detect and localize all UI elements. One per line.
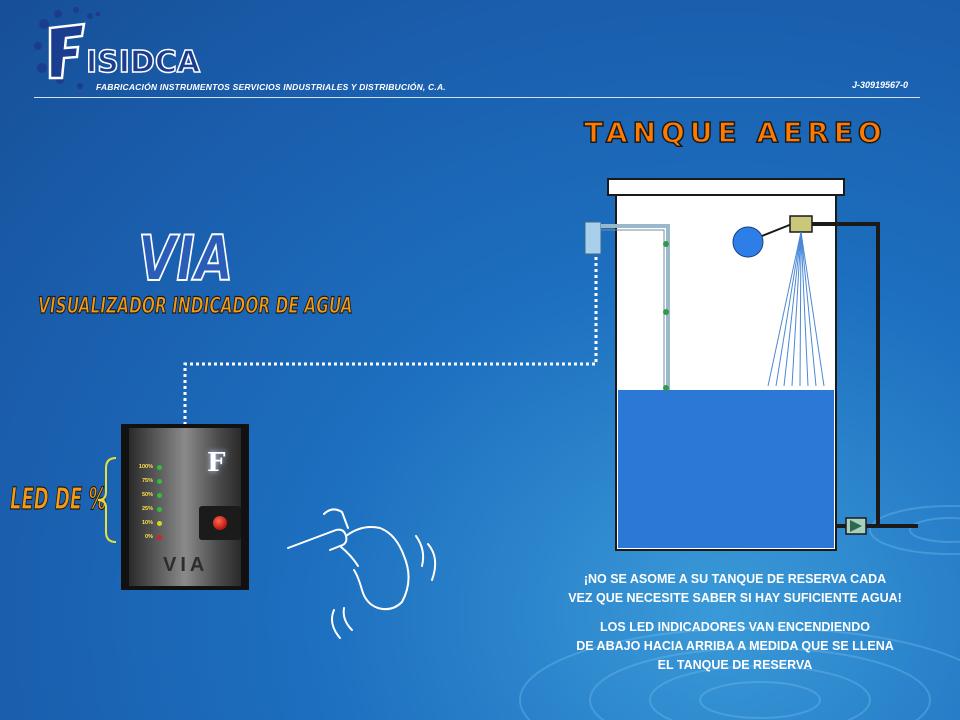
device-button-frame [199, 506, 241, 540]
led-green-icon [157, 465, 162, 470]
fisidca-logo [32, 6, 212, 92]
device-brand-letter: F [207, 448, 226, 478]
led-yellow-icon [157, 521, 162, 526]
message-line-2: VEZ QUE NECESITE SABER SI HAY SUFICIENTE AGUA! [568, 591, 902, 605]
device-name: VIA [163, 554, 209, 576]
message-line-5: EL TANQUE DE RESERVA [657, 658, 813, 672]
led-green-icon [157, 507, 162, 512]
message-line-4: DE ABAJO HACIA ARRIBA A MEDIDA QUE SE LLENA [576, 639, 894, 653]
led-row-50: 50% [137, 492, 162, 498]
brace-icon [96, 456, 120, 544]
message-block [540, 570, 930, 675]
water-tank-diagram [580, 176, 920, 556]
message-line-1: ¡NO SE ASOME A SU TANQUE DE RESERVA CADA [583, 572, 887, 586]
signal-connection-line [180, 250, 600, 430]
company-tagline: FABRICACIÓN INSTRUMENTOS SERVICIOS INDUSTRIALES Y DISTRIBUCIÓN, C.A. [96, 82, 446, 92]
via-indicator-device [121, 424, 249, 590]
product-subtitle: VISUALIZADOR INDICADOR DE AGUA [38, 294, 353, 319]
led-row-0: 0% [137, 534, 162, 540]
tank-title: TANQUE AEREO [584, 116, 887, 149]
led-row-100: 100% [137, 464, 162, 470]
registry-id: J-30919567-0 [851, 80, 908, 90]
pointing-hand-icon [284, 500, 454, 640]
led-percent-label: LED DE % [10, 482, 107, 517]
led-red-icon [157, 535, 162, 540]
message-line-3: LOS LED INDICADORES VAN ENCENDIENDO [600, 620, 870, 634]
led-green-icon [157, 479, 162, 484]
led-row-75: 75% [137, 478, 162, 484]
led-row-10: 10% [137, 520, 162, 526]
led-green-icon [157, 493, 162, 498]
svg-text:ISIDCA: ISIDCA [86, 45, 201, 80]
device-push-button[interactable] [213, 516, 227, 530]
device-panel [129, 428, 241, 586]
led-row-25: 25% [137, 506, 162, 512]
header-divider [34, 97, 920, 98]
product-title: VIA [138, 222, 234, 295]
